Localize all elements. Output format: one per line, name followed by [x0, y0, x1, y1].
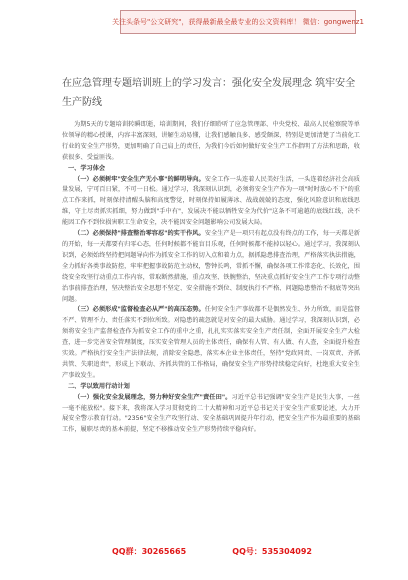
qq-number-label: QQ号：535304092 — [232, 547, 312, 556]
point-3-text: 任何安全生产事故都不是偶然发生、外力所致，而是监督不严、管理不力、责任落实不到位所致。对隐患的疏忽就是对安全的最大威胁。通过学习，我深刻认识到，必须将安全生产监督检查作为抓安全工作的重中之重，扎扎实实落实安全生产责任制，全面开展安全生产大检查，进一步完善安全管理制度，压实安全管理人员的主体责任，确保有人管、有人做、有人查，全面提升检查实效。严格执行安全生产法律法规，消除安全隐患，落实本企业主体责任，坚持"党政同责、一岗双责、齐抓共管、失职追责"，形成上下联动、齐抓共管的工作格局，确保安全生产形势持续稳定向好，杜绝重大安全生产事故发生。 — [62, 306, 360, 379]
point-2-text: 安全生产是一项只有起点没有终点的工作，每一天都是新的开始，每一天都要有归零心态，任何时候都不能盲目乐观，任何时候都不能掉以轻心。通过学习，我深刻认识到，必须始终坚持把问题导向作为抓安全工作的切入点和着力点，据抓隐患排查治理，严格落实执法措施，全力抓好各类事故防控，牢牢把握事故防范主动权，警钟长鸣，常抓不懈，确保各项工作常态化、长效化，围绕安全攻坚行动重点工作内容，常取断然措施，重点攻坚、铁腕整治，坚决重点抓好安全生产工作专项行动整治事前排查治理，坚决整治安全思想不坚定、安全措施不到位、制度执行不严格、问题隐患整治不彻底等突出问题。 — [62, 230, 360, 303]
section-heading-action-plan: 二、学以致用行动计划 — [68, 382, 130, 390]
document-body — [62, 120, 360, 436]
promo-banner-text: 关注头条号"公文研究"，获得最新最全最专业的公文资料库！ 微信：gongwenz1 — [112, 18, 364, 26]
point-1-heading: （一）必须树牢"安全生产无小事"的鲜明导向。 — [74, 175, 205, 183]
paragraph-plan-1 — [62, 393, 360, 437]
contact-footer — [112, 546, 312, 557]
plan-1-heading: （一）强化安全发展理念，努力种好安全生产"责任田"。 — [74, 393, 232, 401]
section-heading-learning: 一、学习体会 — [68, 164, 106, 172]
point-1-text: 安全工作一头连着人民美好生活，一头连着经济社会高质量发展，宁可百日紧，不可一日松。通过学习，我深刻认识到，必须将安全生产作为一项"时时放心不下"的重点工作来抓，时刻保持清醒头脑和高度警觉，时刻保持如履薄冰、战战兢兢的态度，强化风险意识和底线思维，守土尽责抓实抓细，努力做到"手中有"，发展决不能以牺牲安全为代价"这条不可逾越的底线红线，决不能因工作不到位损害职工生命安全，决不能因安全问题影响公司发展大局。 — [62, 175, 360, 227]
point-3-heading: （三）必须形成"监督检查必从严"的高压态势。 — [74, 306, 205, 314]
paragraph-point-3 — [62, 305, 360, 381]
promo-banner[interactable] — [112, 10, 364, 34]
point-2-heading: （二）必须保持"排查整治零容忍"的实干作风。 — [74, 230, 205, 238]
intro-paragraph: 为期5天的专题培训转瞬即逝，培训期间，我们仔细聆听了应急管理部、中央党校、最高人民检察院等单位领导的精心授课，内容丰富深刻，讲解生动易懂，让我们感触良多、感受颇深，特别是更加清楚了当前化工行业的安全生产形势，更加明确了自己肩上的责任，为我们今后如何做好安全生产工作指明了方法和思路，收获很多、受益匪浅。 — [62, 121, 360, 161]
document-title: 在应急管理专题培训班上的学习发言：强化安全发展理念 筑牢安全生产防线 — [62, 78, 356, 108]
paragraph-point-2 — [62, 229, 360, 305]
qq-group-label: QQ群：30265665 — [112, 547, 187, 556]
paragraph-point-1 — [62, 175, 360, 230]
plan-1-text: 习近平总书记强调"安全生产是民生大事，一丝一毫不能放松"。接下来，我将深入学习贯彻党的二十大精神和习近平总书记关于安全生产重要论述，大力开展安全警示教育行动。"2356"安全生产攻坚行动、安全基础巩固提升年行动，把安全生产作为最重要的基础工作，履职尽责的基本前提，坚定不移推动安全生产形势持续平稳向好。 — [62, 393, 360, 434]
